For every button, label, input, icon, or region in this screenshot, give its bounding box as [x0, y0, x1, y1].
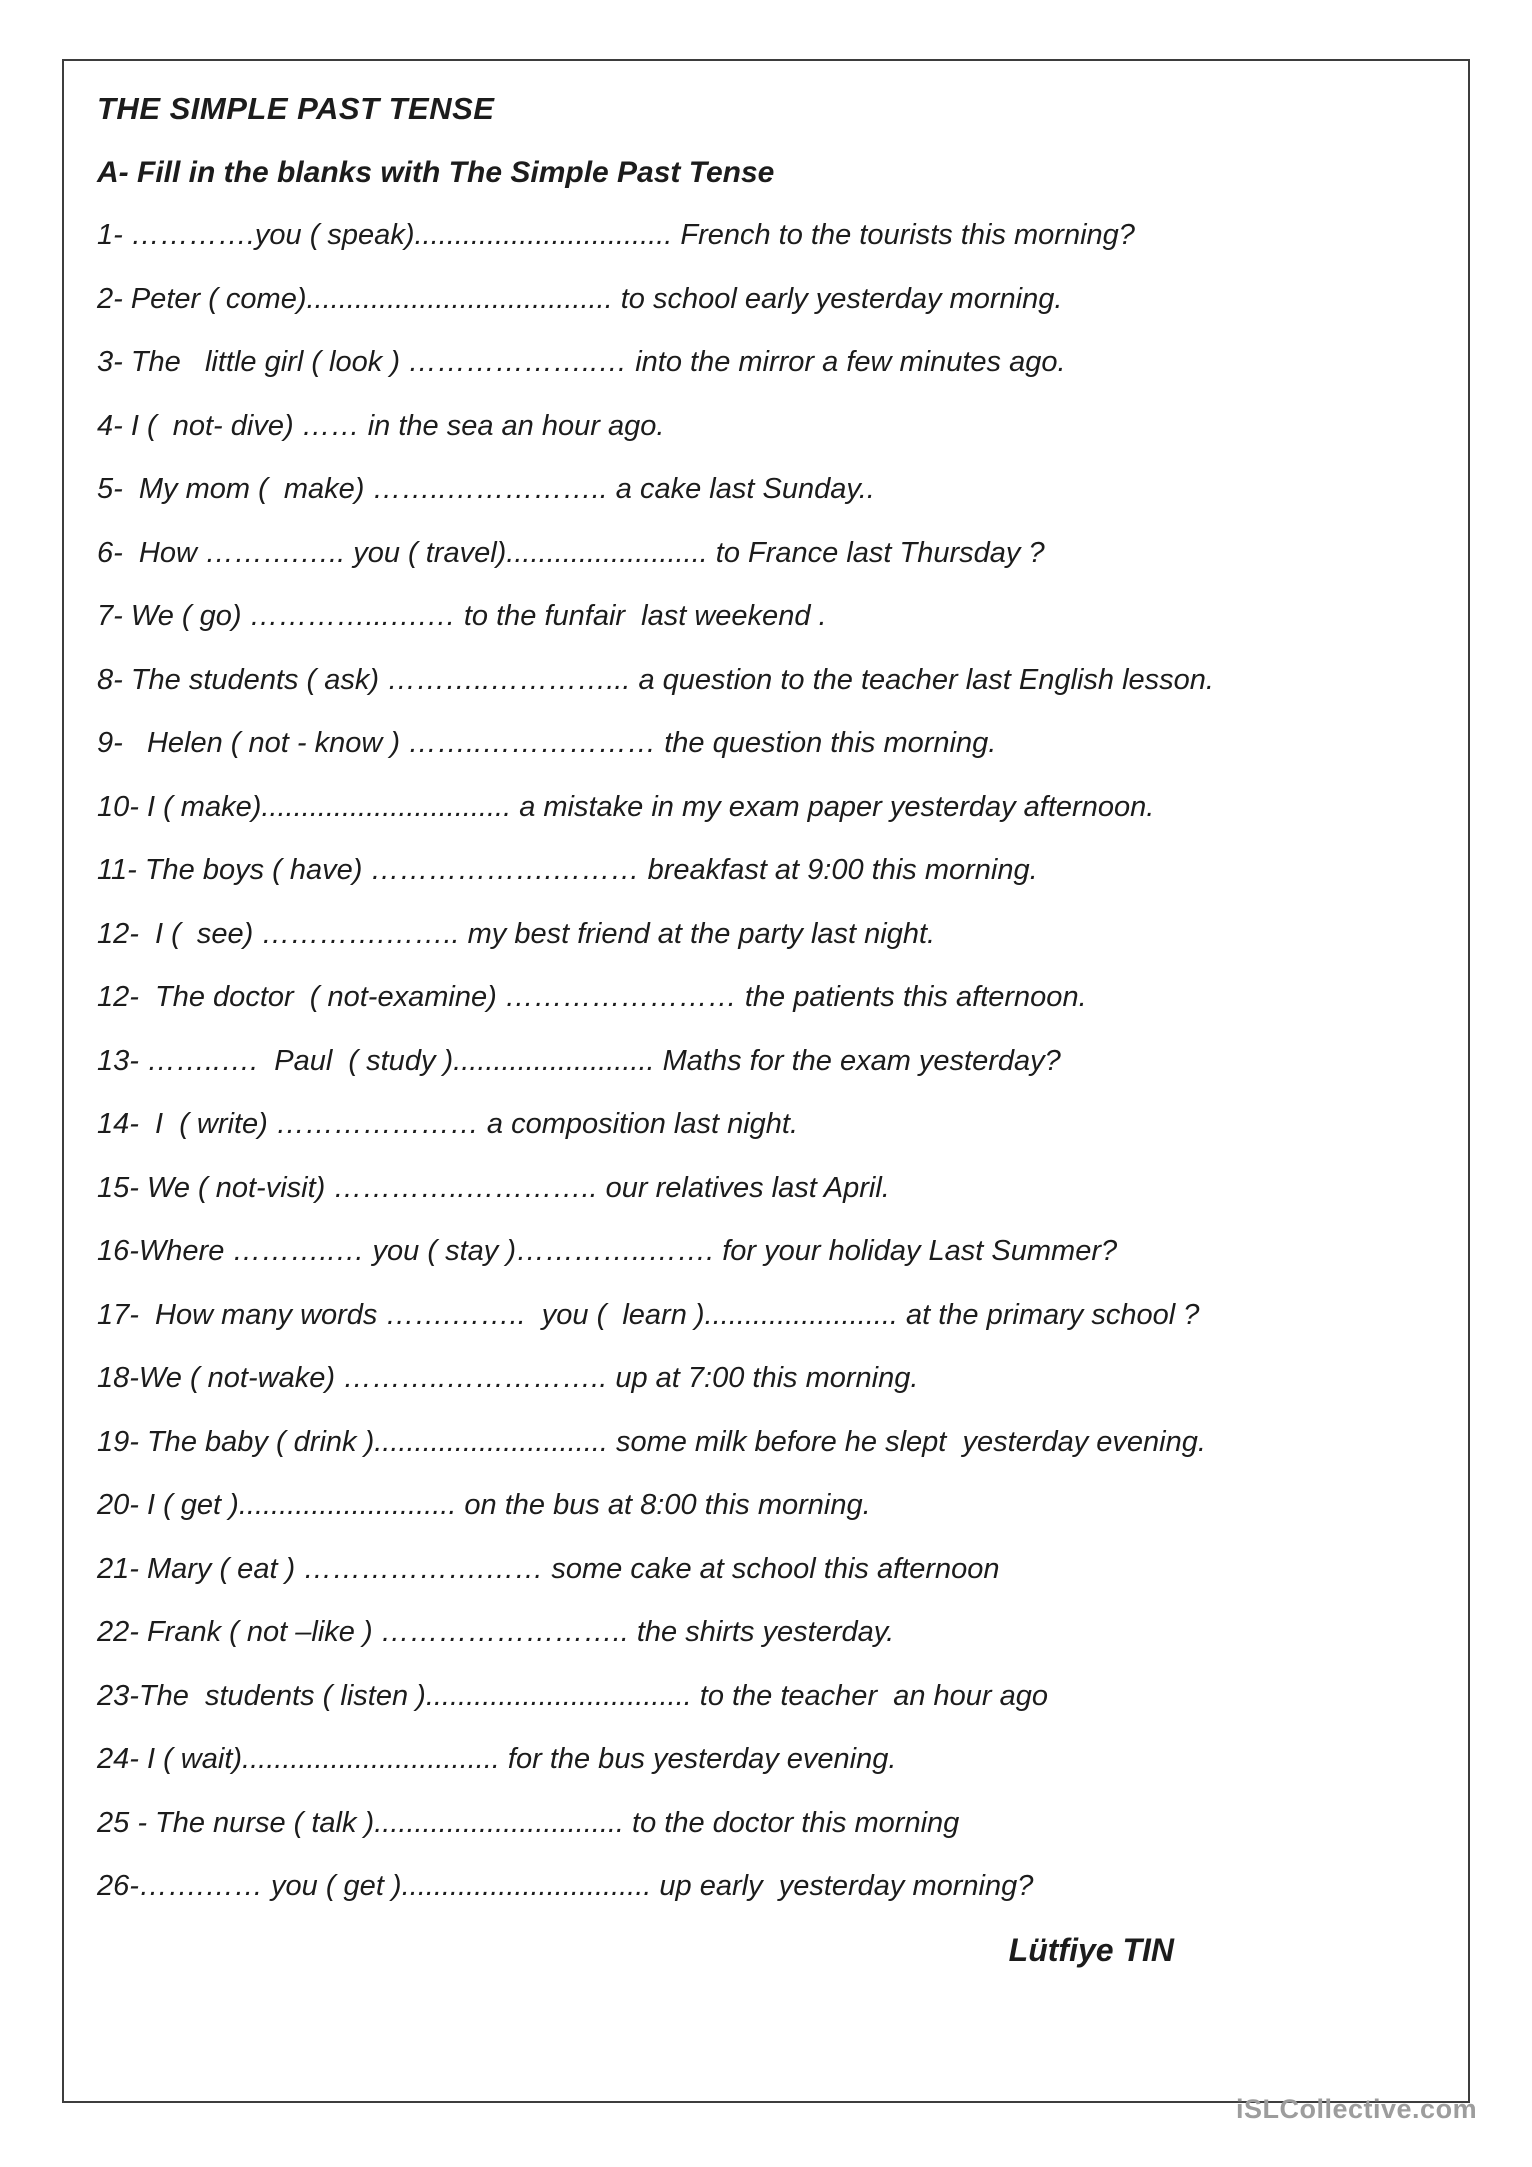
exercise-item-9: 9- Helen ( not - know ) ……..……………… the question this morning. [97, 727, 997, 759]
exercise-item-3: 3- The little girl ( look ) ………………..… into the mirror a few minutes ago. [97, 346, 1066, 378]
exercise-item-15: 15- We ( not-visit) …………..………….. our relatives last April. [97, 1171, 890, 1204]
exercise-item-2: 2- Peter ( come)...................................... to school early yesterday morning. [97, 282, 1063, 315]
exercise-item-10: 10- I ( make)............................... a mistake in my exam paper yesterday afternoon. [97, 790, 1155, 823]
exercise-item-13: 13- ……..…. Paul ( study )......................... Maths for the exam yesterday? [97, 1044, 1061, 1077]
exercise-item-23: 23-The students ( listen )................................. to the teacher an hour ago [97, 1679, 1049, 1712]
exercise-item-25: 25 - The nurse ( talk )............................... to the doctor this morning [97, 1806, 960, 1839]
exercise-item-16: 16-Where ………..… you ( stay )…………..……. for your holiday Last Summer? [97, 1235, 1118, 1267]
section-heading: A- Fill in the blanks with The Simple Past Tense [97, 155, 775, 189]
page-border-frame [62, 59, 1470, 2103]
author-signature: Lütfiye TIN [1008, 1931, 1174, 1968]
exercise-item-6: 6- How ……….….. you ( travel)......................... to France last Thursday ? [97, 536, 1045, 569]
exercise-item-19: 19- The baby ( drink )............................. some milk before he slept yesterday evening. [97, 1425, 1206, 1458]
exercise-item-12: 12- I ( see) ………….…….. my best friend at the party last night. [97, 917, 936, 950]
exercise-item-22: 22- Frank ( not –like ) …………………….. the shirts yesterday. [97, 1616, 895, 1648]
exercise-item-1: 1- ………….you ( speak)................................ French to the tourists this morning? [97, 219, 1135, 251]
exercise-item-14: 14- I ( write) ………………… a composition last night. [97, 1108, 799, 1140]
exercise-item-11: 11- The boys ( have) ……………….……… breakfast at 9:00 this morning. [97, 854, 1038, 886]
worksheet-content [64, 61, 1468, 1982]
exercise-item-24: 24- I ( wait)................................ for the bus yesterday evening. [97, 1743, 897, 1775]
watermark-text: iSLCollective.com [1236, 2094, 1478, 2124]
exercise-item-26: 26-…….…… you ( get )............................... up early yesterday morning? [97, 1870, 1034, 1902]
exercise-item-8: 8- The students ( ask) ………..…………... a question to the teacher last English lesson. [97, 663, 1214, 696]
exercise-item-12b: 12- The doctor ( not-examine) …………………… the patients this afternoon. [97, 981, 1087, 1013]
worksheet-title: THE SIMPLE PAST TENSE [97, 91, 495, 126]
exercise-item-21: 21- Mary ( eat ) ……………….…… some cake at school this afternoon [97, 1552, 1000, 1585]
exercise-item-4: 4- I ( not- dive) …… in the sea an hour ago. [97, 409, 665, 442]
exercise-item-7: 7- We ( go) …………...….… to the funfair last weekend . [97, 600, 827, 632]
exercise-item-18: 18-We ( not-wake) ………..…………….. up at 7:00 this morning. [97, 1362, 919, 1394]
exercise-item-20: 20- I ( get )........................... on the bus at 8:00 this morning. [97, 1489, 871, 1521]
exercise-item-5: 5- My mom ( make) ……..…………….. a cake last Sunday.. [97, 473, 875, 505]
exercise-item-17: 17- How many words …….…….. you ( learn )........................ at the primary school ? [97, 1298, 1200, 1331]
